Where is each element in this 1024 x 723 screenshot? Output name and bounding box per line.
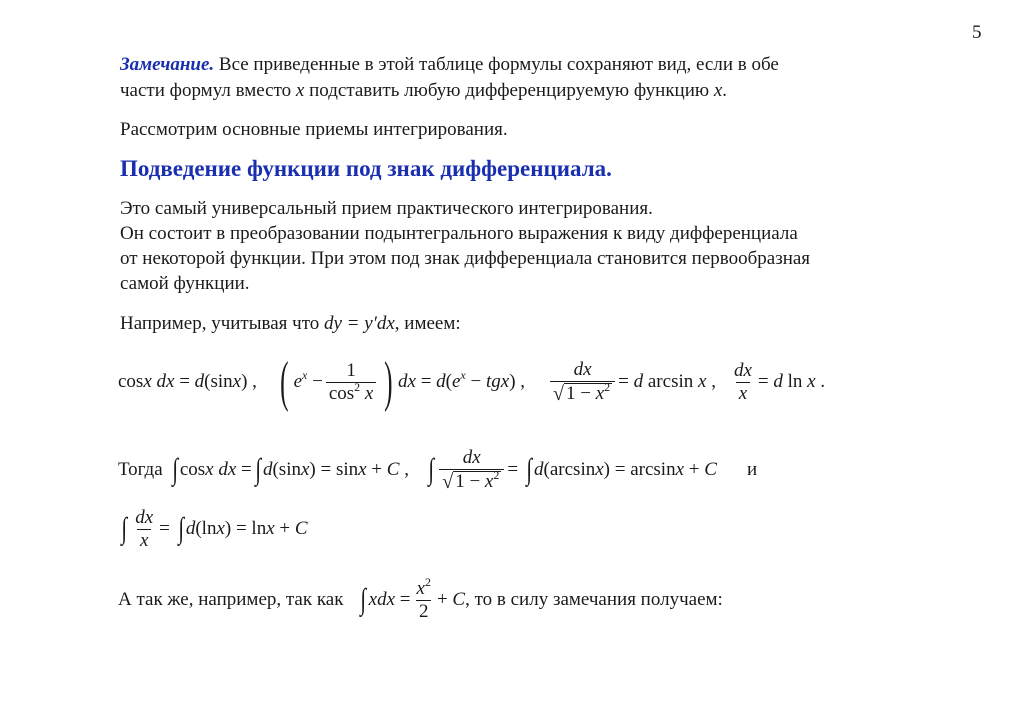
fraction-dx-x-2	[132, 508, 156, 551]
then-numerator: dx	[462, 446, 481, 468]
intro-text: Рассмотрим основные приемы интегрирования.	[120, 119, 508, 140]
right-paren: )	[384, 351, 393, 413]
formula-d-exp: dx = $d(e^x - tgx)$ ,	[398, 368, 526, 392]
exp-term: $e^x$	[293, 368, 308, 392]
fraction-dx-sqrt-2	[439, 448, 504, 493]
then-label: Тогда	[118, 459, 163, 480]
formula-cos-dx: cosx dx = d(sinx) ,	[118, 371, 257, 392]
fraction-x-denominator: x	[736, 382, 750, 404]
fraction-dx-over-x	[731, 361, 755, 404]
formula-int-arcsin: d(arcsinx) = arcsinx + C	[534, 459, 717, 480]
last-lhs: xdx =	[368, 589, 411, 610]
sqrt-denominator: √ $1 - x^2$	[550, 381, 615, 405]
last-rhs: + C	[436, 589, 466, 610]
paragraph-line-3: от некоторой функции. При этом под знак дифференциала становится первообразная	[120, 248, 811, 269]
section-heading: Подведение функции под знак дифференциала.	[120, 156, 612, 181]
formula-row-then: Тогда ∫ cosx dx = ∫ d(sinx) = sinx + C , ∫ dx √ $1 - x^2$ = ∫ d(arcsinx) = arcsinx + C и	[118, 446, 758, 493]
formula-d-ln: = d ln x .	[757, 371, 826, 392]
integral-sign-3: ∫	[428, 453, 434, 486]
note-line2-a: части формул вместо	[120, 80, 296, 101]
note-label: Замечание.	[120, 54, 215, 75]
integral-sign-6: ∫	[177, 512, 184, 545]
example-line	[120, 311, 461, 336]
paragraph-line-2: Он состоит в преобразовании подынтегрального выражения к виду дифференциала	[120, 223, 798, 244]
left-paren: (	[280, 351, 289, 413]
formula-int-ln: d(lnx) = lnx + C	[185, 518, 308, 539]
then-sqrt-denominator: √ $1 - x^2$	[439, 469, 504, 493]
row3-numerator: dx	[135, 506, 154, 528]
integral-sign-2: ∫	[254, 453, 261, 486]
page-number: 5	[972, 22, 982, 43]
note-line2-b: подставить любую дифференцируемую функцию	[304, 80, 714, 101]
fraction-dx-numerator-2: dx	[733, 359, 752, 381]
fraction-denominator: $\cos^2 x$	[326, 382, 377, 404]
fraction-numerator: 1	[346, 359, 356, 381]
example-text: Например, учитывая что	[120, 313, 324, 334]
last-text-end: , то в силу замечания получаем:	[465, 589, 723, 610]
paragraph-line-1: Это самый универсальный прием практического интегрирования.	[120, 198, 653, 219]
note-var-x: x	[295, 80, 305, 101]
last-denominator: 2	[416, 600, 432, 622]
last-numerator: $x^2$	[416, 574, 431, 599]
fraction-dx-numerator: dx	[573, 358, 592, 380]
integral-sign-7: ∫	[360, 583, 367, 616]
then-and: и	[746, 459, 758, 480]
last-line	[118, 570, 723, 630]
fraction-dx-sqrt	[550, 360, 615, 405]
note-line2-end: .	[722, 80, 728, 101]
note-line-2	[120, 78, 727, 103]
example-formula: dy = y′dx	[324, 313, 395, 334]
formula-row-1: cosx dx = d(sinx) , ( $e^x$ − $\frac{1}{\cos^2 x}$ ) dx = $d(e^x - tgx)$ , dx √ $1 - x^2$ = d arcsin x , $\frac{dx}{x}$ = d ln x .	[118, 351, 826, 413]
integral-sign-4: ∫	[526, 453, 532, 486]
formula-d-arcsin: = d arcsin x ,	[618, 371, 716, 392]
paragraph-line-4: самой функции.	[120, 273, 250, 294]
integral-sign-5: ∫	[121, 512, 127, 545]
formula-row-ln: ∫ $\frac{dx}{x}$ = ∫ d(lnx) = lnx + C	[121, 506, 308, 551]
integral-sign: ∫	[171, 453, 178, 486]
note-var-x-2: x	[713, 80, 723, 101]
note-line-1	[120, 52, 779, 77]
fraction-1-over-cos2	[326, 361, 377, 404]
last-text: А так же, например, так как	[118, 589, 344, 610]
row3-denominator: x	[137, 529, 151, 551]
formula-int-cos: cosx dx =	[179, 459, 252, 480]
note-line1-text: Все приведенные в этой таблице формулы сохраняют вид, если в обе	[214, 54, 779, 75]
example-text-end: , имеем:	[394, 313, 461, 334]
fraction-x2-over-2	[414, 574, 434, 622]
formula-int-d-sin: d(sinx) = sinx + C ,	[262, 459, 409, 480]
